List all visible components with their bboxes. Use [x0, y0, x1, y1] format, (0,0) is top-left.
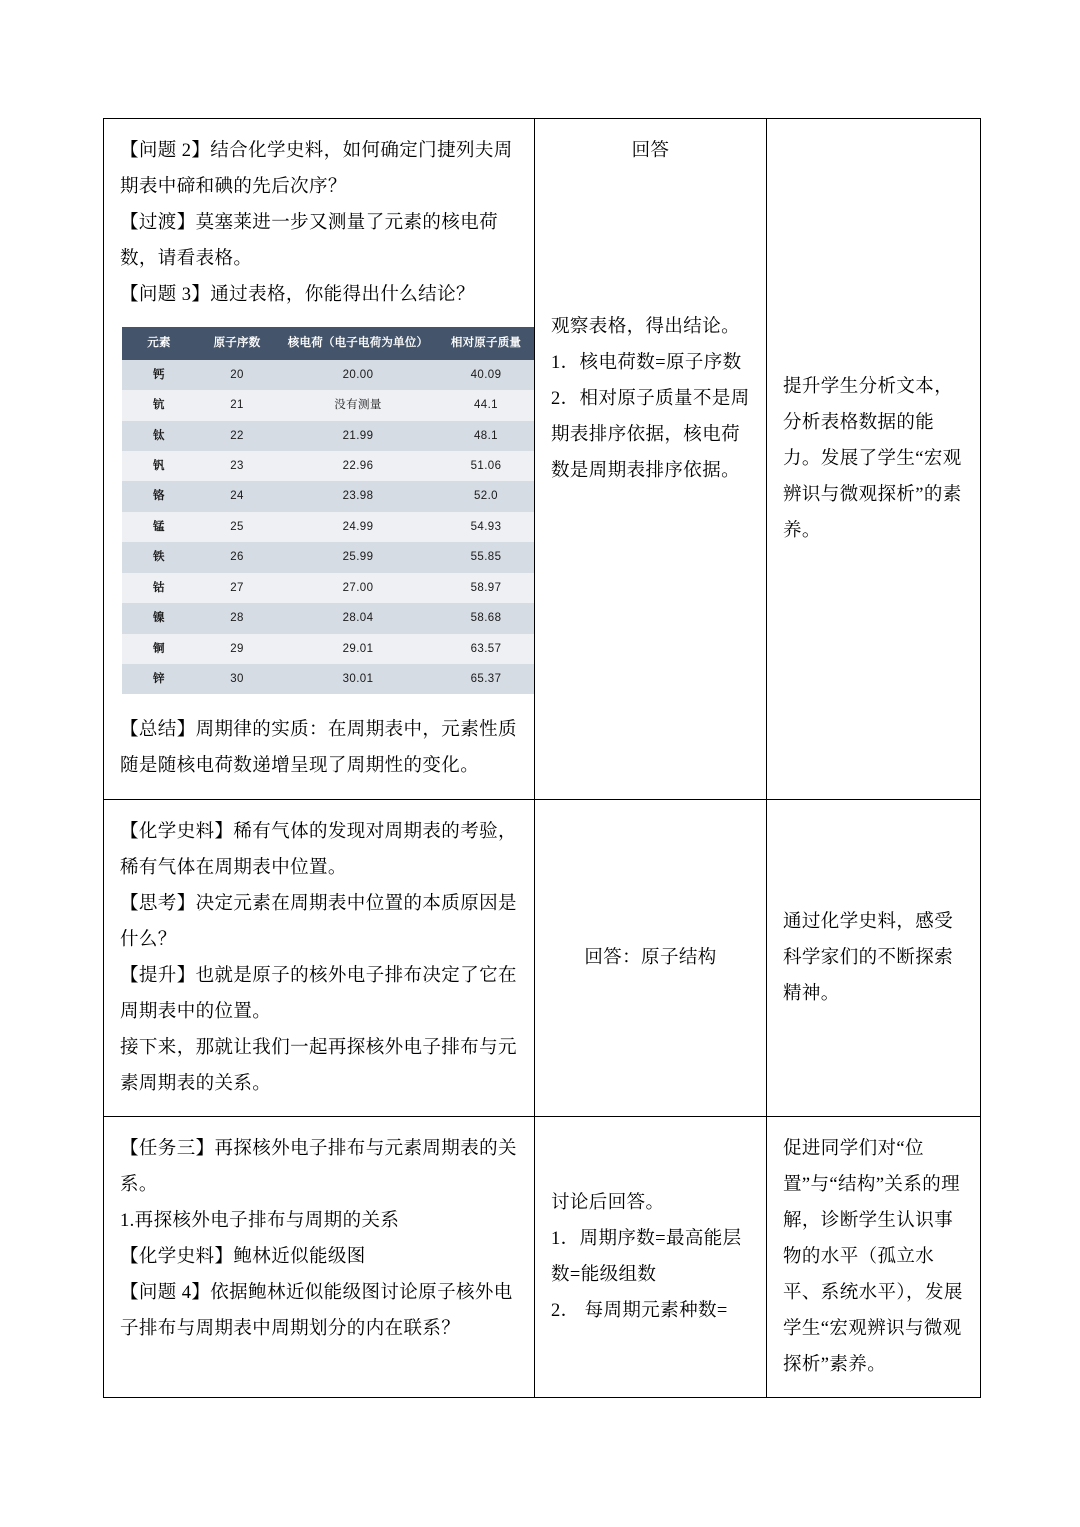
- figure-cell-element: 钙: [122, 360, 196, 390]
- figure-cell-element: 锌: [122, 664, 196, 694]
- figure-cell-charge: 28.04: [278, 603, 438, 633]
- element-data-figure: [122, 327, 534, 694]
- row3-student-activity: [535, 1117, 767, 1398]
- figure-cell-number: 30: [196, 664, 278, 694]
- figure-cell-mass: 55.85: [438, 542, 534, 572]
- row2-teacher-activity: [104, 799, 535, 1117]
- figure-cell-number: 24: [196, 481, 278, 511]
- figure-row: [122, 603, 534, 633]
- figure-cell-charge: 23.98: [278, 481, 438, 511]
- figure-cell-mass: 54.93: [438, 512, 534, 542]
- figure-cell-element: 锰: [122, 512, 196, 542]
- figure-row: [122, 512, 534, 542]
- row1-middle-answer-label: 回答: [631, 141, 670, 161]
- figure-cell-mass: 63.57: [438, 634, 534, 664]
- row1-right-para-1: 提升学生分析文本，分析表格数据的能力。发展了学生“宏观辨识与微观探析”的素养。: [783, 376, 962, 541]
- row1-middle-para-3: 2．相对原子质量不是周期表排序依据，核电荷数是周期表排序依据。: [551, 389, 750, 482]
- row2-right-para-1: 通过化学史料，感受科学家们的不断探索精神。: [783, 911, 954, 1004]
- figure-row: [122, 481, 534, 511]
- figure-cell-mass: 58.97: [438, 573, 534, 603]
- row2-student-activity: [535, 799, 767, 1117]
- row1-middle-para-2: 1．核电荷数=原子序数: [551, 353, 742, 374]
- row3-teacher-activity: [104, 1117, 535, 1398]
- figure-cell-number: 27: [196, 573, 278, 603]
- row1-student-activity: [535, 119, 767, 800]
- figure-cell-number: 23: [196, 451, 278, 481]
- figure-cell-charge: 20.00: [278, 360, 438, 390]
- row3-left-para-2: 1.再探核外电子排布与周期的关系: [120, 1211, 400, 1232]
- figure-cell-number: 26: [196, 542, 278, 572]
- row3-middle-para-1: 讨论后回答。: [551, 1193, 665, 1214]
- figure-header-row: [122, 327, 534, 359]
- figure-cell-charge: 24.99: [278, 512, 438, 542]
- figure-cell-element: 钒: [122, 451, 196, 481]
- figure-row: [122, 664, 534, 694]
- row3-left-para-3: 【化学史料】鲍林近似能级图: [120, 1247, 366, 1268]
- figure-cell-charge: 27.00: [278, 573, 438, 603]
- figure-row: [122, 390, 534, 420]
- figure-cell-mass: 58.68: [438, 603, 534, 633]
- figure-cell-mass: 48.1: [438, 421, 534, 451]
- row1-design-intent: [767, 119, 981, 800]
- lesson-plan-table: [103, 118, 981, 1398]
- figure-cell-mass: 44.1: [438, 390, 534, 420]
- row3-left-para-4: 【问题 4】依据鲍林近似能级图讨论原子核外电子排布与周期表中周期划分的内在联系？: [120, 1283, 513, 1340]
- figure-cell-charge: 22.96: [278, 451, 438, 481]
- figure-cell-mass: 52.0: [438, 481, 534, 511]
- figure-cell-element: 镍: [122, 603, 196, 633]
- element-data-table: [122, 327, 534, 694]
- figure-cell-element: 钴: [122, 573, 196, 603]
- figure-col-element: 元素: [122, 327, 196, 359]
- row3-design-intent: [767, 1117, 981, 1398]
- figure-cell-element: 钪: [122, 390, 196, 420]
- figure-cell-mass: 65.37: [438, 664, 534, 694]
- row1-left-para-2: 【过渡】莫塞莱进一步又测量了元素的核电荷数，请看表格。: [120, 213, 499, 270]
- figure-col-nuclear-charge: 核电荷（电子电荷为单位）: [278, 327, 438, 359]
- figure-cell-charge: 30.01: [278, 664, 438, 694]
- row3-right-para-1: 促进同学们对“位置”与“结构”关系的理解，诊断学生认识事物的水平（孤立水平、系统水平），发展学生“宏观辨识与微观探析”素养。: [783, 1139, 963, 1376]
- figure-row: [122, 573, 534, 603]
- row1-left-para-3: 【问题 3】通过表格，你能得出什么结论？: [120, 285, 475, 306]
- figure-col-relative-mass: 相对原子质量: [438, 327, 534, 359]
- row1-middle-para-1: 观察表格，得出结论。: [551, 317, 741, 338]
- row2-left-para-2: 【思考】决定元素在周期表中位置的本质原因是什么？: [120, 893, 517, 950]
- figure-row: [122, 421, 534, 451]
- figure-cell-element: 铬: [122, 481, 196, 511]
- figure-col-atomic-number: 原子序数: [196, 327, 278, 359]
- figure-row: [122, 360, 534, 390]
- row3-middle-para-3: 2． 每周期元素种数=: [551, 1301, 728, 1322]
- figure-row: [122, 634, 534, 664]
- figure-cell-charge: 21.99: [278, 421, 438, 451]
- row2-left-para-3: 【提升】也就是原子的核外电子排布决定了它在周期表中的位置。: [120, 965, 517, 1022]
- figure-cell-charge: 25.99: [278, 542, 438, 572]
- row1-left-para-1: 【问题 2】结合化学史料，如何确定门捷列夫周期表中碲和碘的先后次序？: [120, 141, 513, 198]
- figure-cell-number: 28: [196, 603, 278, 633]
- row2-left-para-4: 接下来，那就让我们一起再探核外电子排布与元素周期表的关系。: [120, 1037, 517, 1094]
- figure-cell-number: 22: [196, 421, 278, 451]
- figure-row: [122, 542, 534, 572]
- figure-cell-number: 29: [196, 634, 278, 664]
- table-row: [104, 1117, 981, 1398]
- table-row: [104, 119, 981, 800]
- figure-cell-charge: 没有测量: [278, 390, 438, 420]
- table-row: [104, 799, 981, 1117]
- figure-cell-mass: 51.06: [438, 451, 534, 481]
- figure-cell-mass: 40.09: [438, 360, 534, 390]
- figure-cell-charge: 29.01: [278, 634, 438, 664]
- row1-teacher-activity: [104, 119, 535, 800]
- figure-cell-number: 20: [196, 360, 278, 390]
- figure-cell-element: 铜: [122, 634, 196, 664]
- figure-cell-element: 钛: [122, 421, 196, 451]
- figure-row: [122, 451, 534, 481]
- row2-design-intent: [767, 799, 981, 1117]
- figure-cell-number: 25: [196, 512, 278, 542]
- row3-left-para-1: 【任务三】再探核外电子排布与元素周期表的关系。: [120, 1139, 517, 1196]
- row3-middle-para-2: 1．周期序数=最高能层数=能级组数: [551, 1229, 742, 1286]
- row2-left-para-1: 【化学史料】稀有气体的发现对周期表的考验，稀有气体在周期表中位置。: [120, 821, 517, 878]
- row1-left-summary: 【总结】周期律的实质：在周期表中，元素性质随是随核电荷数递增呈现了周期性的变化。: [120, 720, 517, 777]
- figure-cell-number: 21: [196, 390, 278, 420]
- figure-cell-element: 铁: [122, 542, 196, 572]
- row2-middle-para-1: 回答：原子结构: [584, 947, 717, 968]
